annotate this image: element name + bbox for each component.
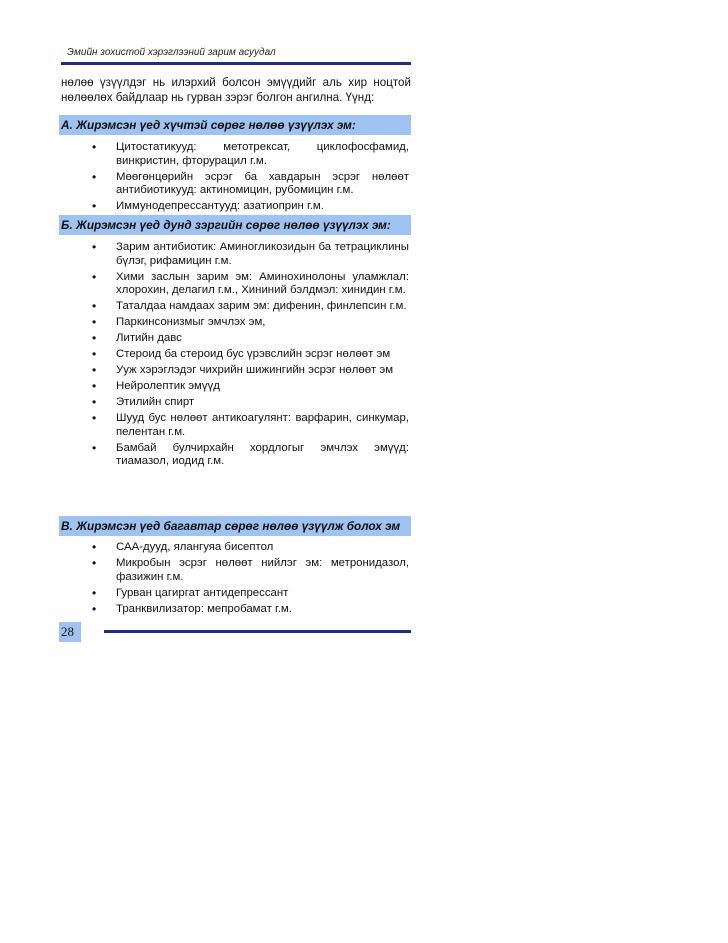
page-number: 28: [61, 624, 74, 639]
bullet-icon: •: [92, 555, 97, 570]
list-item-text: Иммунодепрессантууд: азатиоприн г.м.: [116, 200, 324, 213]
list-item: [83, 603, 409, 617]
bullet-icon: •: [92, 585, 97, 600]
list-item-text: Ууж хэрэглэдэг чихрийн шижингийн эсрэг нөлөөт эм: [116, 364, 394, 377]
list-item: [83, 332, 409, 346]
bullet-icon: •: [92, 331, 97, 346]
section-c-list: [83, 541, 409, 619]
bullet-icon: •: [92, 315, 97, 330]
intro-paragraph: нөлөө үзүүлдэг нь илэрхий болсон эмүүдийг аль хир ноцтой нөлөөлөх байдлаар нь гурван зэрэг болгон ангилна. Үүнд:: [61, 76, 411, 104]
list-item: [83, 271, 409, 298]
list-item-text: Литийн давс: [116, 332, 182, 345]
list-item-text: Нейролептик эмүүд: [116, 380, 220, 393]
list-item: [83, 541, 409, 555]
list-item: [83, 200, 409, 214]
section-b-heading: [59, 215, 411, 235]
list-item-text: Этилийн спирт: [116, 396, 195, 409]
bullet-icon: •: [92, 169, 97, 184]
section-c-heading: [59, 516, 411, 536]
list-item: [83, 141, 409, 168]
list-item: [83, 364, 409, 378]
list-item-text: Шууд бус нөлөөт антикоагулянт: варфарин, синкумар, пелентан г.м.: [116, 412, 409, 438]
bullet-icon: •: [92, 199, 97, 214]
section-b-title: Б. Жирэмсэн үед дунд зэргийн сөрөг нөлөө үзүүлэх эм:: [61, 218, 391, 232]
bullet-icon: •: [92, 299, 97, 314]
list-item-text: Цитостатикууд: метотрексат, циклофосфамид, винкристин, фторурацил г.м.: [116, 141, 409, 167]
bullet-icon: •: [92, 347, 97, 362]
list-item: [83, 348, 409, 362]
bullet-icon: •: [92, 140, 97, 154]
footer-divider: [104, 630, 411, 633]
list-item: [83, 557, 409, 584]
list-item-text: Зарим антибиотик: Аминогликозидын ба тетрациклины бүлэг, рифамицин г.м.: [116, 241, 409, 267]
list-item-text: Микробын эсрэг нөлөөт нийлэг эм: метронидазол, фазижин г.м.: [116, 556, 409, 583]
bullet-icon: •: [92, 363, 97, 378]
page-number-box: [59, 622, 81, 642]
list-item: [83, 316, 409, 330]
list-item-text: Таталдаа намдаах зарим эм: дифенин, финлепсин г.м.: [116, 300, 407, 313]
list-item-text: Бамбай булчирхайн хордлогыг эмчлэх эмүүд: тиамазол, иодид г.м.: [116, 441, 409, 468]
list-item-text: Паркинсонизмыг эмчлэх эм,: [116, 316, 266, 329]
list-item: [83, 442, 409, 469]
header-divider: [61, 62, 411, 65]
running-header: Эмийн зохистой хэрэглээний зарим асуудал: [67, 47, 276, 58]
list-item-text: Мөөгөнцөрийн эсрэг ба хавдарын эсрэг нөлөөт антибиотикууд: актиномицин, рубомицин г.м.: [116, 170, 409, 197]
bullet-icon: •: [92, 395, 97, 410]
list-item: [83, 412, 409, 439]
bullet-icon: •: [92, 240, 97, 254]
list-item-text: САА-дууд, ялангуяа бисептол: [116, 541, 274, 553]
list-item-text: Гурван цагиргат антидепрессант: [116, 586, 289, 599]
list-item: [83, 396, 409, 410]
list-item-text: Хими заслын зарим эм: Аминохинолоны уламжлал: хлорохин, делагил г.м., Хининий бэлдмэл: хинидин г.м.: [116, 270, 409, 297]
list-item: [83, 171, 409, 198]
section-a-list: [83, 141, 409, 216]
list-item: [83, 587, 409, 601]
bullet-icon: •: [92, 379, 97, 394]
list-item-text: Стероид ба стероид бус үрэвслийн эсрэг нөлөөт эм: [116, 348, 391, 361]
bullet-icon: •: [92, 601, 97, 616]
bullet-icon: •: [92, 540, 97, 554]
list-item: [83, 380, 409, 394]
list-item: [83, 241, 409, 268]
bullet-icon: •: [92, 269, 97, 284]
bullet-icon: •: [92, 411, 97, 426]
section-c-title: В. Жирэмсэн үед багавтар сөрөг нөлөө үзүүлж болох эм: [61, 519, 401, 533]
section-b-list: [83, 241, 409, 471]
bullet-icon: •: [92, 440, 97, 455]
list-item-text: Транквилизатор: мепробамат г.м.: [116, 602, 292, 615]
list-item: [83, 300, 409, 314]
section-a-heading: [59, 115, 411, 135]
section-a-title: А. Жирэмсэн үед хүчтэй сөрөг нөлөө үзүүлэх эм:: [61, 118, 356, 132]
